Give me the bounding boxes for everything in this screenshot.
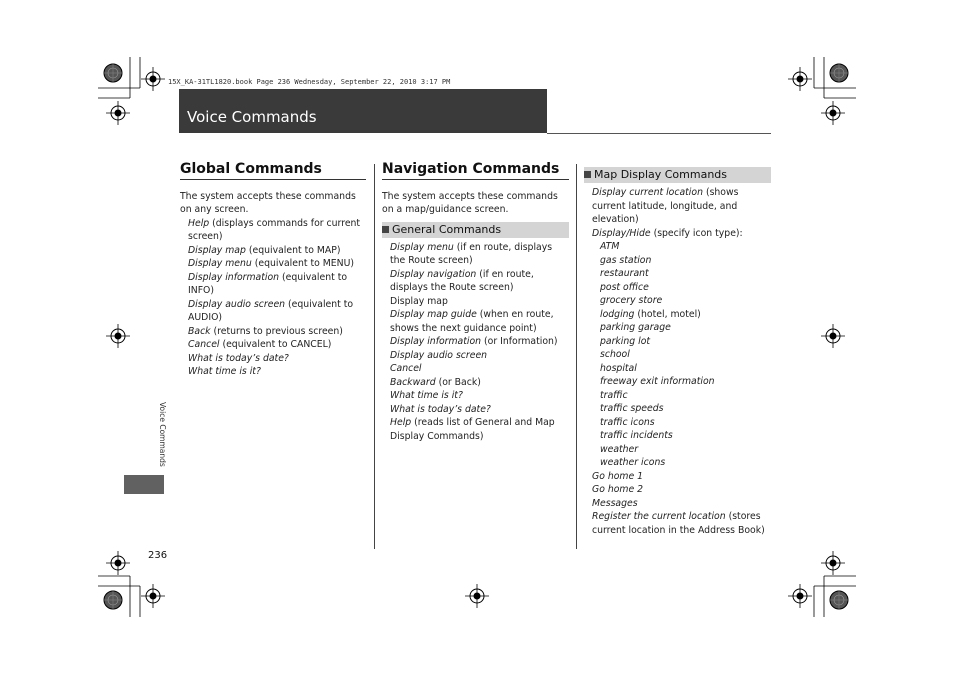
navigation-commands-rule (382, 179, 569, 180)
list-item: Register the current location (stores current location in the Address Book) (592, 511, 765, 536)
page-number: 236 (148, 550, 168, 561)
list-item: Display map (equivalent to MAP) (188, 244, 341, 256)
global-command-list (180, 217, 366, 379)
banner-title: Voice Commands (187, 108, 317, 126)
column-divider-2 (576, 164, 577, 549)
list-item: lodging (hotel, motel) (600, 308, 701, 320)
list-item: freeway exit information (600, 376, 715, 387)
list-item: Messages (592, 497, 638, 509)
list-item: parking garage (600, 322, 671, 333)
list-item: Display menu (if en route, displays the Route screen) (390, 241, 553, 266)
general-commands-header: General Commands (382, 222, 569, 238)
list-item: Display audio screen (equivalent to AUDIO) (188, 298, 354, 323)
list-item: Cancel (equivalent to CANCEL) (188, 339, 332, 350)
list-item: Display information (equivalent to INFO) (188, 271, 348, 296)
list-item: Display menu (equivalent to MENU) (188, 258, 355, 269)
list-item: traffic (600, 389, 628, 401)
chapter-banner (179, 89, 547, 133)
banner-rule (547, 133, 771, 134)
list-item: ATM (600, 241, 620, 252)
chapter-tab (124, 475, 164, 494)
column-divider-1 (374, 164, 375, 549)
list-item: Help (reads list of General and Map Display Commands) (390, 417, 555, 442)
list-item: What is today’s date? (188, 352, 289, 364)
list-item: Display navigation (if en route, displays the Route screen) (390, 268, 534, 293)
list-item: Cancel (390, 363, 422, 374)
square-bullet-icon (382, 226, 389, 233)
print-header: 15X_KA-31TL1820.book Page 236 Wednesday, September 22, 2010 3:17 PM (168, 78, 451, 86)
list-item: What is today’s date? (390, 403, 491, 415)
map-display-command-list (584, 186, 771, 537)
list-item: school (600, 349, 630, 360)
square-bullet-icon (584, 171, 591, 178)
list-item: Back (returns to previous screen) (188, 325, 343, 337)
map-display-commands-header: Map Display Commands (584, 167, 771, 183)
global-commands-rule (180, 179, 366, 180)
list-item: Go home 2 (592, 484, 644, 495)
list-item: traffic incidents (600, 430, 673, 441)
list-item: restaurant (600, 268, 649, 279)
list-item: Display information (or Information) (390, 336, 558, 347)
navigation-commands-title: Navigation Commands (382, 161, 560, 177)
list-item: Backward (or Back) (390, 376, 481, 388)
list-item: hospital (600, 362, 637, 374)
list-item: What time is it? (188, 366, 261, 377)
side-chapter-label: Voice Commands (158, 402, 167, 467)
list-item: Help (displays commands for current screen) (188, 217, 361, 242)
list-item: Display/Hide (specify icon type): (592, 227, 743, 239)
list-item: What time is it? (390, 390, 463, 401)
list-item: parking lot (600, 335, 651, 347)
map-display-column (584, 167, 771, 537)
navigation-intro: The system accepts these commands on a map/guidance screen. (382, 190, 558, 215)
list-item: Display audio screen (390, 349, 488, 361)
list-item: weather (600, 443, 639, 455)
list-item: gas station (600, 254, 652, 266)
navigation-command-list (382, 241, 569, 444)
list-item: traffic icons (600, 416, 655, 428)
global-intro: The system accepts these commands on any screen. (180, 190, 356, 215)
navigation-commands-column (382, 163, 569, 443)
list-item: Display current location (shows current latitude, longitude, and elevation) (592, 187, 739, 225)
list-item: Display map guide (when en route, shows the next guidance point) (390, 309, 554, 334)
list-item: post office (600, 281, 649, 293)
list-item: traffic speeds (600, 403, 664, 414)
global-commands-column (180, 163, 366, 379)
global-commands-title: Global Commands (180, 161, 322, 177)
list-item: grocery store (600, 295, 663, 306)
list-item: weather icons (600, 457, 666, 468)
list-item: Go home 1 (592, 470, 644, 482)
list-item: Display map (390, 295, 448, 307)
